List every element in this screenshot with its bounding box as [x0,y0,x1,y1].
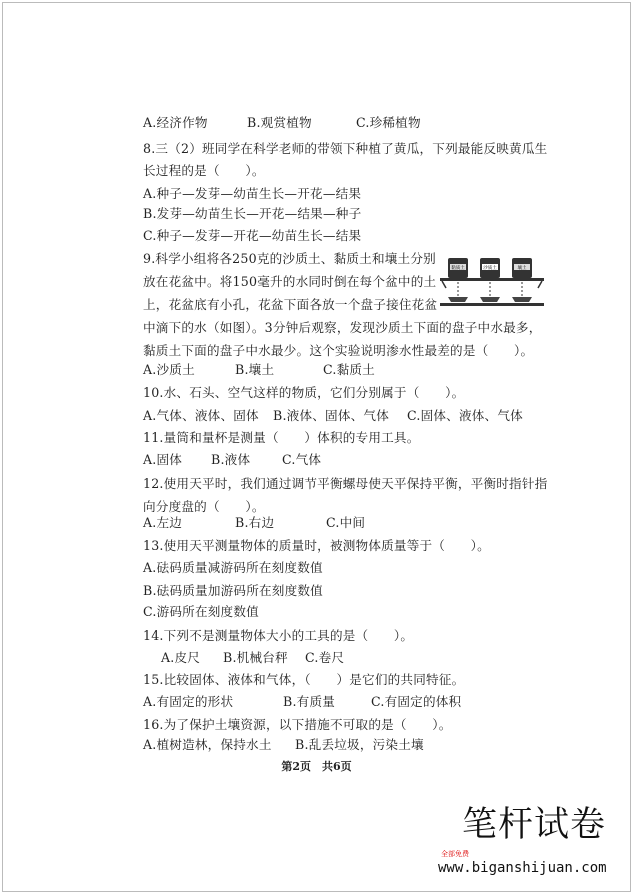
option-b: B.机械台秤 [223,650,288,665]
soil-experiment-figure [438,254,546,308]
option-b: B.液体、固体、气体 [273,408,390,423]
option-a: A.植树造林，保持水土 [143,737,272,752]
q13-option-b: B.砝码质量加游码所在刻度数值 [143,583,323,598]
q15-stem: 15.比较固体、液体和气体，（ ）是它们的共同特征。 [143,672,465,687]
figure-label: 壤土 [517,266,527,271]
q9-stem-5: 黏质土下面的盘子中水最少。这个实验说明渗水性最差的是（ ）。 [143,343,534,358]
q9-stem-4: 中滴下的水（如图）。3分钟后观察，发现沙质土下面的盘子中水最多， [143,320,542,335]
watermark-title: 笔杆试卷 [462,805,607,845]
option-b: B.右边 [235,515,275,530]
q9-stem-1: 9.科学小组将各250克的沙质土、黏质土和壤土分别 [143,251,436,266]
q11-stem: 11.量筒和量杯是测量（ ）体积的专用工具。 [143,430,420,445]
q8-stem: 8.三（2）班同学在科学老师的带领下种植了黄瓜，下列最能反映黄瓜生 [143,141,548,156]
option-a: A.经济作物 [143,115,208,130]
q10-stem: 10.水、石头、空气这样的物质，它们分别属于（ ）。 [143,385,465,400]
q13-option-c: C.游码所在刻度数值 [143,604,259,619]
figure-label: 黏质土 [451,266,465,271]
q9-stem-2: 放在花盆中。将150毫升的水同时倒在每个盆中的土 [143,274,437,289]
option-b: B.壤土 [235,362,275,377]
option-c: C.卷尺 [305,650,345,665]
option-c: C.珍稀植物 [356,115,421,130]
option-b: B.有质量 [283,694,336,709]
q13-stem: 13.使用天平测量物体的质量时，被测物体质量等于（ ）。 [143,538,490,553]
q9-stem-3: 上，花盆底有小孔，花盆下面各放一个盘子接住花盆 [143,297,438,312]
watermark-url: www.biganshijuan.com [438,860,607,876]
option-b: B.液体 [211,452,251,467]
option-c: C.固体、液体、气体 [407,408,523,423]
option-c: C.有固定的体积 [371,694,462,709]
q8-option-a: A.种子—发芽—幼苗生长—开花—结果 [143,186,362,201]
q12-stem-cont: 向分度盘的（ ）。 [143,499,265,514]
option-a: A.有固定的形状 [143,694,234,709]
option-b: B.观赏植物 [247,115,312,130]
option-b: B.乱丢垃圾，污染土壤 [295,737,424,752]
q16-stem: 16.为了保护土壤资源，以下措施不可取的是（ ）。 [143,717,452,732]
option-a: A.气体、液体、固体 [143,408,259,423]
q14-stem: 14.下列不是测量物体大小的工具的是（ ）。 [143,628,414,643]
option-c: C.黏质土 [323,362,375,377]
q8-stem-cont: 长过程的是（ ）。 [143,163,265,178]
page-number: 第2页 共6页 [281,760,352,773]
option-a: A.左边 [143,515,183,530]
figure-label: 沙质土 [483,266,497,271]
q13-option-a: A.砝码质量减游码所在刻度数值 [143,560,323,575]
option-c: C.中间 [326,515,366,530]
q8-option-b: B.发芽—幼苗生长—开花—结果—种子 [143,206,362,221]
option-a: A.沙质土 [143,362,195,377]
q8-option-c: C.种子—发芽—开花—幼苗生长—结果 [143,228,362,243]
option-a: A.皮尺 [161,650,201,665]
watermark-tag: 全部免费 [441,850,469,858]
option-a: A.固体 [143,452,183,467]
q12-stem: 12.使用天平时，我们通过调节平衡螺母使天平保持平衡，平衡时指针指 [143,476,548,491]
option-c: C.气体 [282,452,322,467]
